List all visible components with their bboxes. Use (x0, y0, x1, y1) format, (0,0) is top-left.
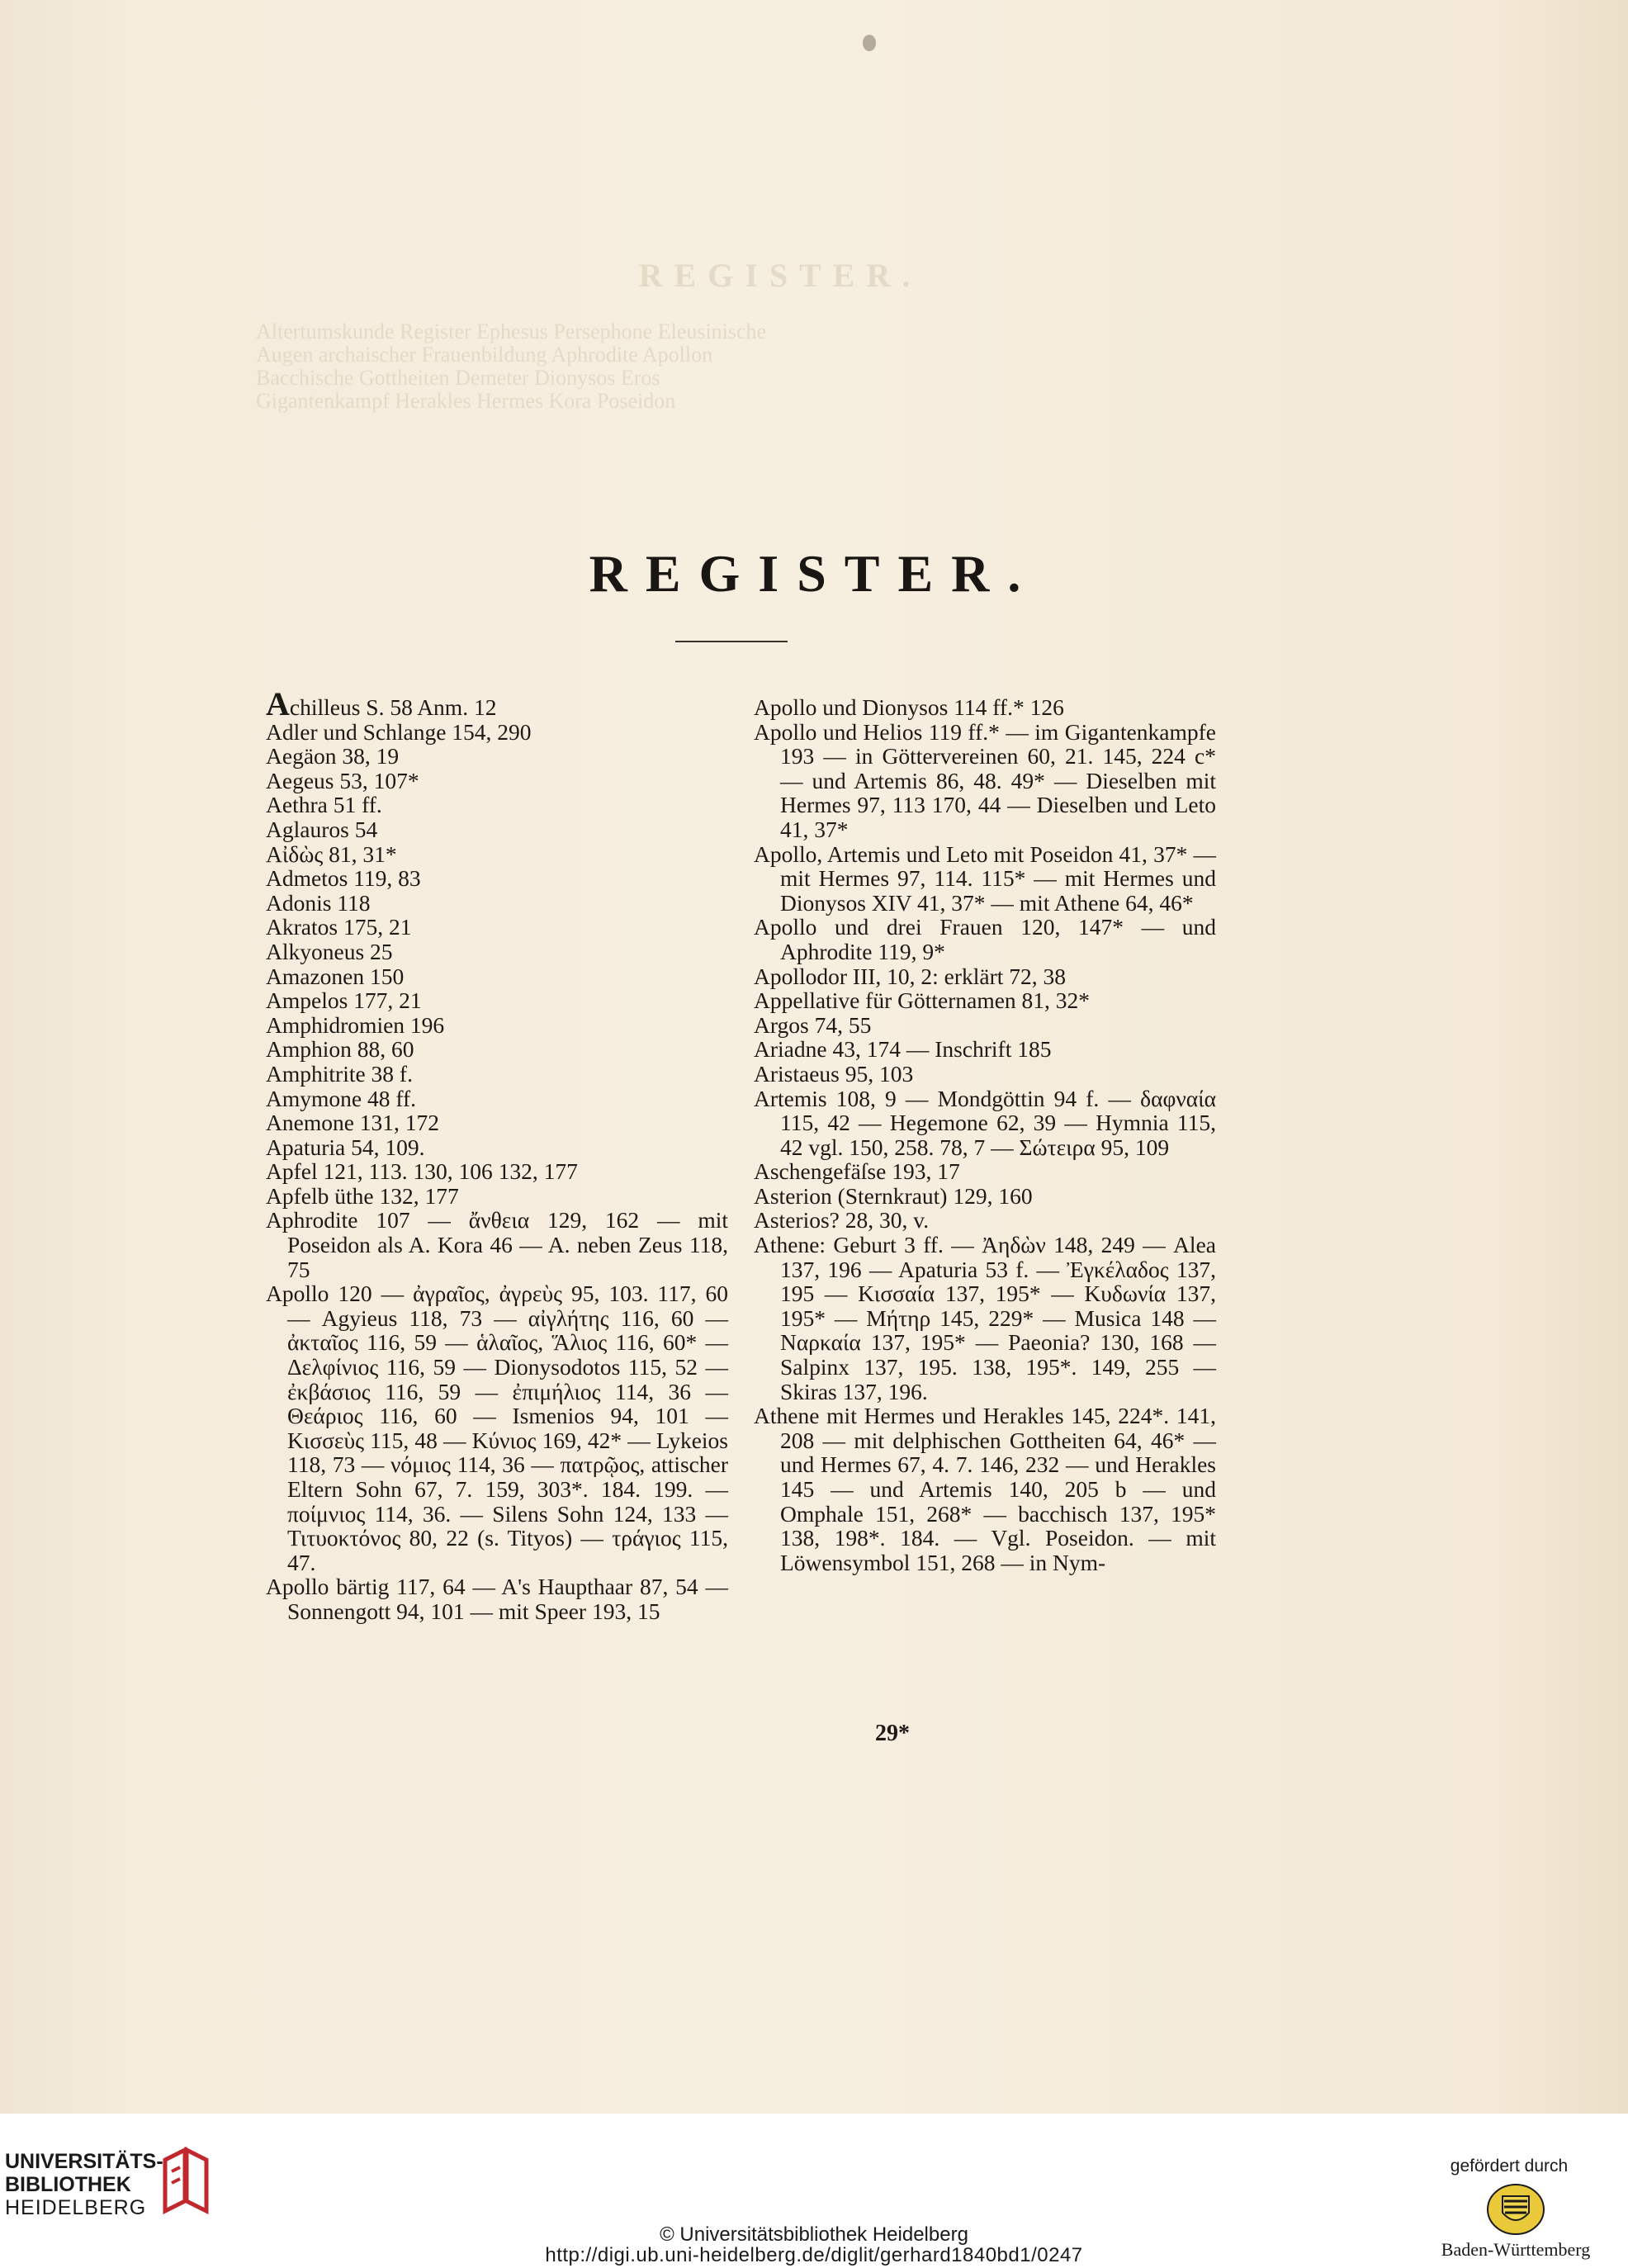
index-entry (754, 988, 1216, 1013)
index-entry-text: Ariadne 43, 174 — Inschrift 185 (754, 1036, 1052, 1063)
index-entry-text: Adler und Schlange 154, 290 (266, 718, 532, 745)
state-coat-of-arms-icon (1486, 2180, 1545, 2237)
bleed-through-lines (256, 320, 1304, 413)
index-entry-text: Ampelos 177, 21 (266, 987, 422, 1014)
index-entry (266, 964, 728, 989)
index-entry (266, 817, 728, 842)
signature-mark: 29* (875, 1721, 910, 1746)
index-entry (266, 1281, 728, 1574)
index-entry-text: Apollo 120 — ἀγραῖος, ἀγρεὺς 95, 103. 117, 60 — Agyieus 118, 73 — αἰγλήτης 116, 60 — ἀκταῖος 116, 59 — ἁλαῖος, Ἅλιος 116, 60* — Δελφίνιος 116, 59 — Dionysodotos 115, 52 — ἐκβάσιος 116, 59 — ἐπιμήλιος 114, 36 — Θεάριος 116, 60 — Ismenios 94, 101 — Κισσεὺς 115, 48 — Κύνιος 169, 42* — Lykeios 118, 73 — νόμιος 114, 36 — πατρῷος, attischer Eltern Sohn 67, 7. 159, 303*. 184. 199. — ποίμνιος 114, 36. — Silens Sohn 124, 133 — Τιτυοκτόνος 80, 22 (s. Tityos) — τράγιος 115, 47. (266, 1281, 728, 1575)
page-title: REGISTER. (589, 544, 1039, 603)
index-entry (266, 891, 728, 916)
index-entry (266, 769, 728, 793)
index-entry (266, 1013, 728, 1038)
index-entry-text: Apollo und drei Frauen 120, 147* — und Aphrodite 119, 9* (754, 914, 1216, 964)
source-url[interactable]: http://digi.ub.uni-heidelberg.de/diglit/gerhard1840bd1/0247 (545, 2244, 1083, 2266)
bleed-through-line: Gigantenkampf Herakles Hermes Kora Poseidon (256, 389, 676, 413)
index-entry-text: Apfel 121, 113. 130, 106 132, 177 (266, 1158, 578, 1185)
index-entry-text: Athene: Geburt 3 ff. — Ἀηδὼν 148, 249 — Alea 137, 196 — Apaturia 53 f. — Ἐγκέλαδος 137, 195 — Κισσαία 137, 195* — Κυδωνία 137, 195* — Μήτηρ 145, 229* — Musica 148 — Ναρκαία 137, 195* — Paeonia? 130, 168 — Salpinx 137, 195. 138, 195*. 149, 255 — Skiras 137, 196. (754, 1232, 1216, 1404)
library-logo-text: UNIVERSITÄTS- BIBLIOTHEK HEIDELBERG (5, 2150, 163, 2219)
index-entry-text: Amymone 48 ff. (266, 1085, 417, 1111)
index-entry-text: Adonis 118 (266, 889, 371, 916)
index-entry (754, 1208, 1216, 1233)
ink-spot (863, 35, 876, 51)
index-entry (266, 685, 728, 722)
index-entry-text: Amphitrite 38 f. (266, 1060, 413, 1087)
index-entry (754, 964, 1216, 989)
index-entry-text: Apollo, Artemis und Leto mit Poseidon 41, 37* — mit Hermes 97, 114. 115* — mit Hermes und Dionysos XIV 41, 37* — mit Athene 64, 46* (754, 840, 1216, 916)
bleed-through-line: Bacchische Gottheiten Demeter Dionysos Eros (256, 366, 660, 390)
index-entry (266, 1037, 728, 1062)
index-entry (754, 695, 1216, 720)
copyright-notice: © Universitätsbibliothek Heidelberg (660, 2223, 968, 2246)
index-entry (266, 915, 728, 940)
index-entry-text: Aphrodite 107 — ἄνθεια 129, 162 — mit Poseidon als A. Kora 46 — A. neben Zeus 118, 75 (266, 1207, 728, 1282)
index-entry-text: Akratos 175, 21 (266, 914, 412, 940)
index-entry-text: Aglauros 54 (266, 816, 378, 842)
index-entry (754, 1013, 1216, 1038)
index-entry-text: Amphidromien 196 (266, 1011, 445, 1038)
index-entry (266, 1087, 728, 1111)
index-entry (266, 1159, 728, 1184)
index-entry (754, 1062, 1216, 1087)
bleed-through-line: Altertumskunde Register Ephesus Persephone Eleusinische (256, 320, 767, 343)
index-entry-text: Αἰδὼς 81, 31* (266, 840, 397, 867)
library-logo-icon (162, 2147, 210, 2214)
index-entry (266, 1184, 728, 1209)
index-entry-text: Asterios? 28, 30, v. (754, 1207, 930, 1233)
state-name: Baden-Württemberg (1441, 2239, 1591, 2260)
index-entry (754, 720, 1216, 842)
index-entry-text: Aegäon 38, 19 (266, 743, 400, 769)
index-entry (266, 793, 728, 817)
index-entry-text: Admetos 119, 83 (266, 865, 421, 892)
index-entry-text: Asterion (Sternkraut) 129, 160 (754, 1182, 1033, 1209)
index-column-right (754, 695, 1216, 1574)
title-rule (675, 641, 788, 642)
index-entry (754, 1404, 1216, 1574)
index-entry-text: Apollo bärtig 117, 64 — A's Haupthaar 87, 54 — Sonnengott 94, 101 — mit Speer 193, 15 (266, 1574, 728, 1624)
index-entry-text: Argos 74, 55 (754, 1011, 872, 1038)
index-entry-text: Apollodor III, 10, 2: erklärt 72, 38 (754, 963, 1067, 989)
index-entry (266, 1135, 728, 1160)
index-column-left (266, 685, 728, 1624)
index-entry-text: Aethra 51 ff. (266, 792, 382, 818)
index-entry-text: Amazonen 150 (266, 963, 405, 989)
index-entry (266, 1208, 728, 1281)
funded-by-label: gefördert durch (1450, 2157, 1569, 2176)
index-entry-text: Aschengefäſse 193, 17 (754, 1158, 960, 1185)
index-entry (266, 866, 728, 891)
index-entry (266, 720, 728, 745)
index-entry (266, 940, 728, 964)
index-entry (266, 1110, 728, 1135)
bleed-through-text: REGISTER. Altertumskunde Register Ephesus Persephone Eleusinische Augen archaischer Frauenbildung Aphrodite Apollon Bacchische Gottheiten Demeter Dionysos Eros Gigantenkampf Herakles Hermes Kora Poseidon (256, 264, 1304, 611)
index-entry-text: Apfelb üthe 132, 177 (266, 1182, 459, 1209)
index-entry (754, 1087, 1216, 1160)
bleed-through-line: Augen archaischer Frauenbildung Aphrodite Apollon (256, 343, 713, 367)
index-entry (266, 1062, 728, 1087)
index-entry-text: Apaturia 54, 109. (266, 1134, 425, 1160)
index-entry-text: Aegeus 53, 107* (266, 767, 419, 793)
index-entry-text: Alkyoneus 25 (266, 938, 393, 964)
index-entry (266, 744, 728, 769)
index-entry-text: Apollo und Helios 119 ff.* — im Gigantenkampfe 193 — in Göttervereinen 60, 21. 145, 224 c* — und Artemis 86, 48. 49* — Dieselben mit Hermes 97, 113 170, 44 — Dieselben und Leto 41, 37* (754, 718, 1216, 842)
index-entry-text: Anemone 131, 172 (266, 1110, 440, 1136)
index-entry (754, 1159, 1216, 1184)
index-entry-text: Aristaeus 95, 103 (754, 1060, 914, 1087)
index-entry (266, 988, 728, 1013)
index-entry (754, 1037, 1216, 1062)
index-entry (266, 842, 728, 867)
index-entry-text: chilleus S. 58 Anm. 12 (289, 694, 497, 720)
index-entry (754, 915, 1216, 964)
index-entry-text: Apollo und Dionysos 114 ff.* 126 (754, 694, 1064, 720)
index-entry (754, 1184, 1216, 1209)
index-entry (266, 1574, 728, 1623)
index-entry (754, 1233, 1216, 1404)
index-entry (754, 842, 1216, 916)
index-entry-text: Amphion 88, 60 (266, 1036, 414, 1063)
index-entry-text: Appellative für Götternamen 81, 32* (754, 987, 1091, 1014)
index-entry-text: Athene mit Hermes und Herakles 145, 224*. 141, 208 — mit delphischen Gottheiten 64, 46* — und Hermes 67, 4. 7. 146, 232 — und Herakles 145 — und Artemis 140, 205 b — und Omphale 151, 268* — bacchisch 137, 195* 138, 198*. 184. — Vgl. Poseidon. — mit Löwensymbol 151, 268 — in Nym- (754, 1403, 1216, 1575)
drop-cap: A (266, 685, 290, 722)
index-entry-text: Artemis 108, 9 — Mondgöttin 94 f. — δαφναία 115, 42 — Hegemone 62, 39 — Hymnia 115, 42 vgl. 150, 258. 78, 7 — Σώτειρα 95, 109 (754, 1085, 1216, 1160)
